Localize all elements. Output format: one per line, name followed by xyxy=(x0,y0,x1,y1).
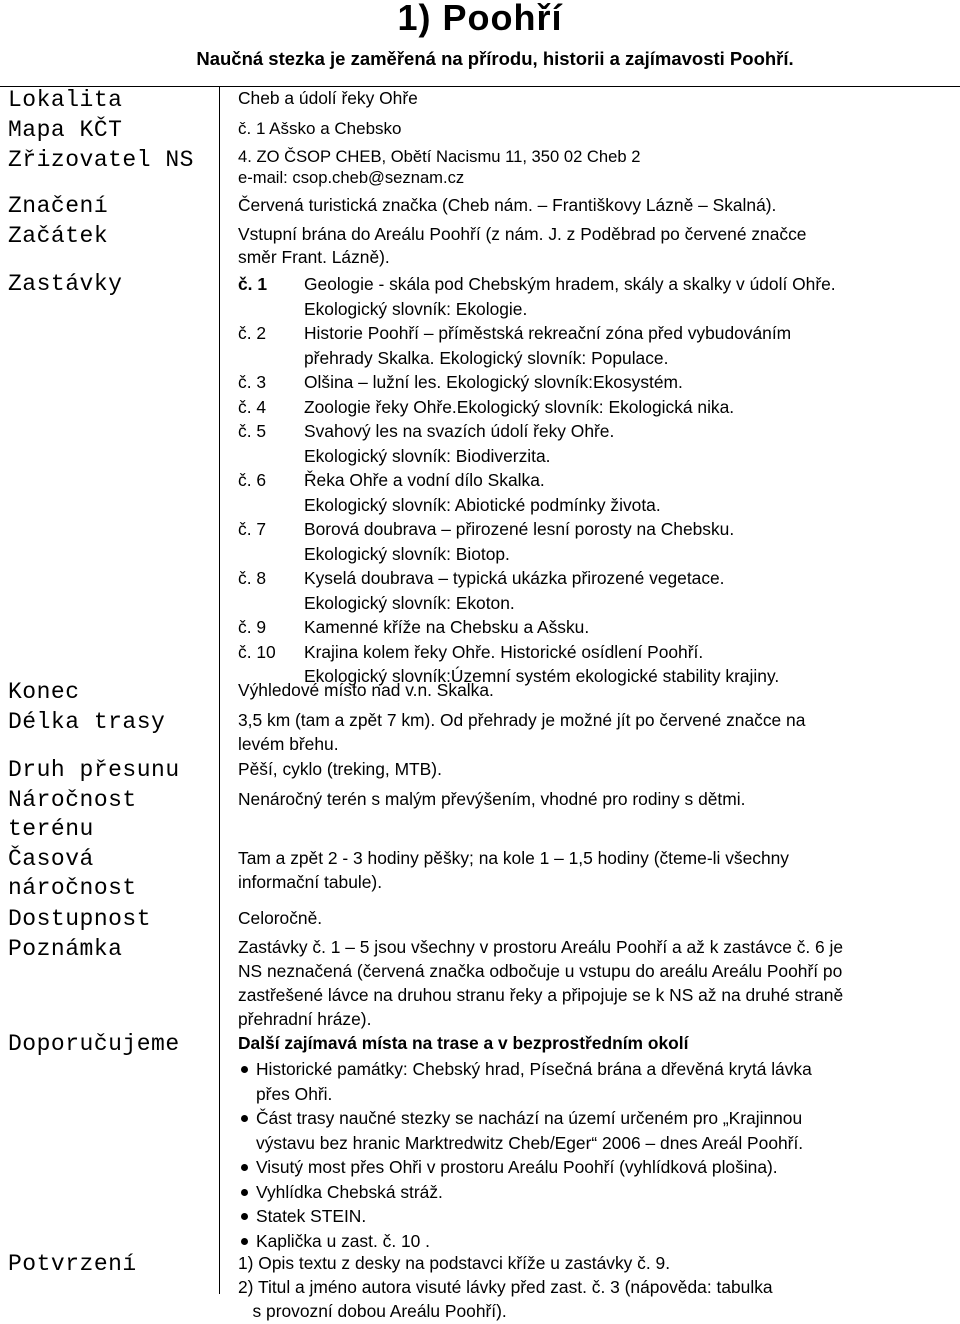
value-druh: Pěší, cyklo (treking, MTB). xyxy=(238,759,442,779)
stop-text: Kamenné kříže na Chebsku a Ašsku. xyxy=(304,617,590,637)
value-znaceni: Červená turistická značka (Cheb nám. – Františkovy Lázně – Skalná). xyxy=(238,195,777,215)
stop-number: č. 1 xyxy=(238,274,268,294)
label-druh: Druh přesunu xyxy=(8,757,180,783)
list-item: Část trasy naučné stezky se nachází na území určeném pro „Krajinnou xyxy=(238,1106,958,1131)
label-casova-2: náročnost xyxy=(8,875,137,901)
label-lokalita: Lokalita xyxy=(8,87,123,113)
value-konec: Výhledové místo nad v.n. Skalka. xyxy=(238,680,494,700)
label-zacatek: Začátek xyxy=(8,223,109,249)
stop-text: Svahový les na svazích údolí řeky Ohře. xyxy=(304,421,615,441)
stop-text: Ekologický slovník: Ekoton. xyxy=(304,592,515,613)
stop-text: Řeka Ohře a vodní dílo Skalka. xyxy=(304,470,545,490)
stop-number: č. 10 xyxy=(238,641,276,662)
value-poznamka-1: Zastávky č. 1 – 5 jsou všechny v prostoru Areálu Poohří a až k zastávce č. 6 je xyxy=(238,937,844,957)
value-dostupnost: Celoročně. xyxy=(238,908,323,928)
stop-number: č. 2 xyxy=(238,323,267,343)
stop-number: č. 7 xyxy=(238,519,267,539)
bullet-icon xyxy=(241,1164,248,1171)
bullet-icon xyxy=(241,1115,248,1122)
stop-number: č. 5 xyxy=(238,421,267,441)
list-item-continuation: přes Ohři. xyxy=(256,1083,333,1104)
bullet-icon xyxy=(241,1213,248,1220)
stop-text: Zoologie řeky Ohře.Ekologický slovník: Ekologická nika. xyxy=(304,396,735,417)
list-item: Statek STEIN. xyxy=(238,1204,958,1229)
label-narocnost-1: Náročnost xyxy=(8,787,137,813)
list-item: Kaplička u zast. č. 10 . xyxy=(238,1229,958,1254)
stop-text: Olšina – lužní les. Ekologický slovník:Ekosystém. xyxy=(304,372,683,392)
value-lokalita: Cheb a údolí řeky Ohře xyxy=(238,88,418,108)
value-narocnost: Nenáročný terén s malým převýšením, vhodné pro rodiny s dětmi. xyxy=(238,789,746,809)
stop-number: č. 3 xyxy=(238,372,267,392)
label-delka: Délka trasy xyxy=(8,709,166,735)
label-casova-1: Časová xyxy=(8,846,94,872)
stop-text: Ekologický slovník: Biotop. xyxy=(304,543,510,564)
stop-text: Ekologický slovník:Územní systém ekologické stability krajiny. xyxy=(304,666,780,686)
stop-text: Historie Poohří – příměstská rekreační zóna před vybudováním xyxy=(304,323,792,343)
value-delka-1: 3,5 km (tam a zpět 7 km). Od přehrady je možné jít po červené značce na xyxy=(238,710,806,730)
recommend-list xyxy=(238,1057,958,1253)
stop-text: Ekologický slovník: Abiotické podmínky života. xyxy=(304,494,661,515)
bullet-icon xyxy=(241,1066,248,1073)
value-poznamka-4: přehradní hráze). xyxy=(238,1009,372,1029)
confirm-line-1: 1) Opis textu z desky na podstavci kříže u zastávky č. 9. xyxy=(238,1253,671,1273)
list-item: Vyhlídka Chebská stráž. xyxy=(238,1180,958,1205)
stop-text: Borová doubrava – přirozené lesní porosty na Chebsku. xyxy=(304,519,735,539)
stop-number: č. 4 xyxy=(238,396,267,417)
recommend-heading: Další zajímavá místa na trase a v bezprostředním okolí xyxy=(238,1033,689,1053)
label-konec: Konec xyxy=(8,679,80,705)
page-subtitle: Naučná stezka je zaměřená na přírodu, historii a zajímavosti Poohří. xyxy=(196,48,794,69)
bullet-icon xyxy=(241,1238,248,1245)
value-casova-2: informační tabule). xyxy=(238,872,383,892)
value-poznamka-2: NS neznačená (červená značka odbočuje u vstupu do areálu Areálu Poohří po xyxy=(238,961,843,981)
stop-text: Geologie - skála pod Chebským hradem, skály a skalky v údolí Ohře. xyxy=(304,274,836,294)
value-mapa: č. 1 Ašsko a Chebsko xyxy=(238,119,402,138)
label-zastavky: Zastávky xyxy=(8,271,123,297)
stop-text: Ekologický slovník: Biodiverzita. xyxy=(304,445,551,466)
label-doporucujeme: Doporučujeme xyxy=(8,1031,180,1057)
label-potvrzeni: Potvrzení xyxy=(8,1251,137,1277)
list-item: Visutý most přes Ohři v prostoru Areálu Poohří (vyhlídková plošina). xyxy=(238,1155,958,1180)
value-zrizovatel-2: e-mail: csop.cheb@seznam.cz xyxy=(238,168,465,187)
stop-number: č. 8 xyxy=(238,568,267,588)
stop-number: č. 6 xyxy=(238,470,267,490)
stop-number: č. 9 xyxy=(238,617,267,637)
label-dostupnost: Dostupnost xyxy=(8,906,152,932)
label-mapa: Mapa KČT xyxy=(8,117,123,143)
stop-text: Krajina kolem řeky Ohře. Historické osídlení Poohří. xyxy=(304,641,704,662)
value-casova-1: Tam a zpět 2 - 3 hodiny pěšky; na kole 1 – 1,5 hodiny (čteme-li všechny xyxy=(238,848,789,868)
label-poznamka: Poznámka xyxy=(8,936,123,962)
stop-text: Ekologický slovník: Ekologie. xyxy=(304,298,528,319)
value-delka-2: levém břehu. xyxy=(238,734,339,754)
list-item: Historické památky: Chebský hrad, Písečná brána a dřevěná krytá lávka xyxy=(238,1057,958,1082)
list-item-continuation: výstavu bez hranic Marktredwitz Cheb/Eger“ 2006 – dnes Areál Poohří. xyxy=(256,1132,804,1153)
bullet-icon xyxy=(241,1189,248,1196)
confirm-line-2: 2) Titul a jméno autora visuté lávky před zast. č. 3 (nápověda: tabulka xyxy=(238,1277,773,1297)
column-divider xyxy=(219,86,220,1294)
label-znaceni: Značení xyxy=(8,193,109,219)
label-zrizovatel: Zřizovatel NS xyxy=(8,147,194,173)
value-zrizovatel-1: 4. ZO ČSOP CHEB, Obětí Nacismu 11, 350 02 Cheb 2 xyxy=(238,147,641,166)
page-title: 1) Poohří xyxy=(397,0,563,38)
stop-text: Kyselá doubrava – typická ukázka přirozené vegetace. xyxy=(304,568,725,588)
label-narocnost-2: terénu xyxy=(8,816,94,842)
top-divider xyxy=(0,86,960,87)
value-zacatek-2: směr Frant. Lázně). xyxy=(238,247,390,267)
stop-text: přehrady Skalka. Ekologický slovník: Populace. xyxy=(304,347,669,368)
confirm-line-3: s provozní dobou Areálu Poohří). xyxy=(238,1301,507,1321)
value-zacatek-1: Vstupní brána do Areálu Poohří (z nám. J. z Poděbrad po červené značce xyxy=(238,224,807,244)
value-poznamka-3: zastřešené lávce na druhou stranu řeky a připojuje se k NS až na druhé straně xyxy=(238,985,844,1005)
